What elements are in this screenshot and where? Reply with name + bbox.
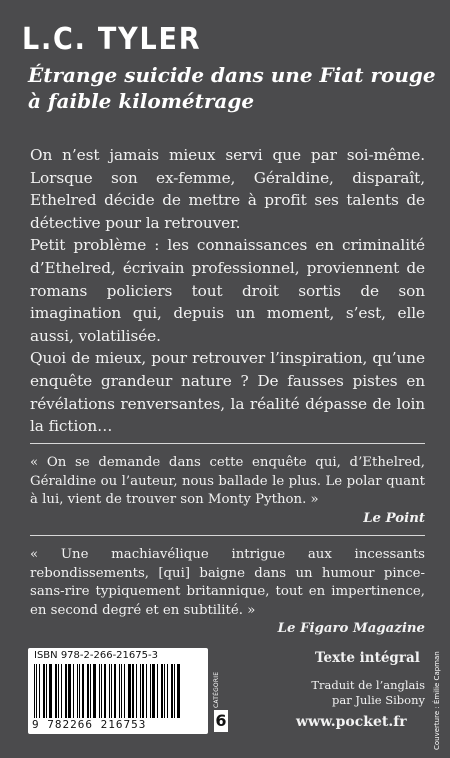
author-name: L.C. TYLER: [22, 22, 202, 57]
barcode-bar: [99, 664, 100, 718]
barcode-bar: [167, 664, 168, 718]
book-title-line-1: Étrange suicide dans une Fiat rouge: [28, 63, 436, 87]
barcode-panel: [28, 648, 208, 734]
barcode-bar: [121, 664, 122, 718]
blurb: [30, 144, 425, 438]
barcode-bar: [101, 664, 102, 718]
barcode-bar: [82, 664, 84, 718]
barcode-bar: [93, 664, 96, 718]
translation-line-2: par Julie Sibony: [332, 693, 425, 707]
barcode-bar: [136, 664, 137, 718]
book-title-line-2: à faible kilométrage: [28, 89, 255, 113]
publisher-website: www.pocket.fr: [296, 714, 407, 730]
press-quote-text: « Une machiavélique intrigue aux incessants rebondissements, [qui] baigne dans un humour pince-sans-rire typiquement britannique, tout en impertinence, en second degré et en subtilité. »: [30, 547, 425, 618]
barcode-bar: [79, 664, 80, 718]
barcode-bar: [55, 664, 57, 718]
press-quote-source: Le Point: [363, 510, 425, 526]
barcode-bar: [61, 664, 62, 718]
barcode-bar: [77, 664, 78, 718]
barcode-bar: [124, 664, 125, 718]
barcode-bar: [164, 664, 165, 718]
barcode-bar: [43, 664, 45, 718]
barcode-bar: [87, 664, 89, 718]
barcode-bar: [104, 664, 106, 718]
barcode-bar: [150, 664, 151, 718]
barcode-bar: [36, 664, 37, 718]
divider-2: [30, 535, 425, 536]
ean-digits: 9 782266 216753: [32, 718, 147, 731]
blurb-paragraph-2: Petit problème : les connaissances en criminalité d’Ethelred, écrivain professionnel, proviennent de romans policiers tout droit sortis de son imagination qui, depuis un moment, s’est, elle aussi, volatilisée.: [30, 236, 425, 345]
barcode-bar: [171, 664, 173, 718]
press-quote-1: [30, 454, 425, 528]
barcode-bar: [109, 664, 110, 718]
barcode-bar: [90, 664, 91, 718]
press-quote-source: Le Figaro Magazine: [277, 621, 425, 636]
barcode-bar: [39, 664, 40, 718]
press-quote-2: [30, 546, 425, 639]
barcode-bar: [73, 664, 74, 718]
barcode-bar: [128, 664, 131, 718]
full-text-label: Texte intégral: [315, 650, 420, 666]
category-number: 6: [215, 711, 227, 730]
isbn-text: ISBN 978-2-266-21675-3: [34, 650, 158, 661]
barcode-bar: [152, 664, 155, 718]
barcode-bar: [65, 664, 67, 718]
divider-1: [30, 443, 425, 444]
barcode-bar: [157, 664, 158, 718]
blurb-paragraph-1: On n’est jamais mieux servi que par soi-même. Lorsque son ex-femme, Géraldine, disparaît, Ethelred décide de mettre à profit ses talents de détective pour la retrouver.: [30, 146, 425, 232]
barcode-bar: [142, 664, 144, 718]
barcode-bars: [34, 664, 184, 718]
barcode-bar: [140, 664, 141, 718]
barcode-bar: [177, 664, 180, 718]
barcode-bar: [132, 664, 134, 718]
barcode-bar: [68, 664, 71, 718]
translation-credit: [305, 678, 425, 708]
blurb-paragraph-3: Quoi de mieux, pour retrouver l’inspiration, qu’une enquête grandeur nature ? De fausses pistes en révélations renversantes, la réalité dépasse de loin la fiction…: [30, 349, 425, 436]
translation-line-1: Traduit de l’anglais: [311, 678, 425, 692]
barcode-bar: [34, 664, 35, 718]
barcode-bar: [46, 664, 47, 718]
barcode-bar: [114, 664, 116, 718]
category-badge: [212, 672, 230, 734]
cover-credit: Couverture : Émilie Capman: [433, 651, 441, 750]
category-label: CATÉGORIE: [213, 671, 220, 708]
barcode-bar: [146, 664, 147, 718]
press-quote-text: « On se demande dans cette enquête qui, d’Ethelred, Géraldine ou l’auteur, nous ballade le plus. Le polar quant à lui, vient de trouver son Monty Python. »: [30, 455, 425, 507]
barcode-bar: [111, 664, 112, 718]
barcode-bar: [174, 664, 175, 718]
barcode-bar: [49, 664, 52, 718]
book-title: [28, 62, 436, 114]
barcode-bar: [58, 664, 59, 718]
barcode-bar: [119, 664, 120, 718]
barcode-bar: [161, 664, 163, 718]
